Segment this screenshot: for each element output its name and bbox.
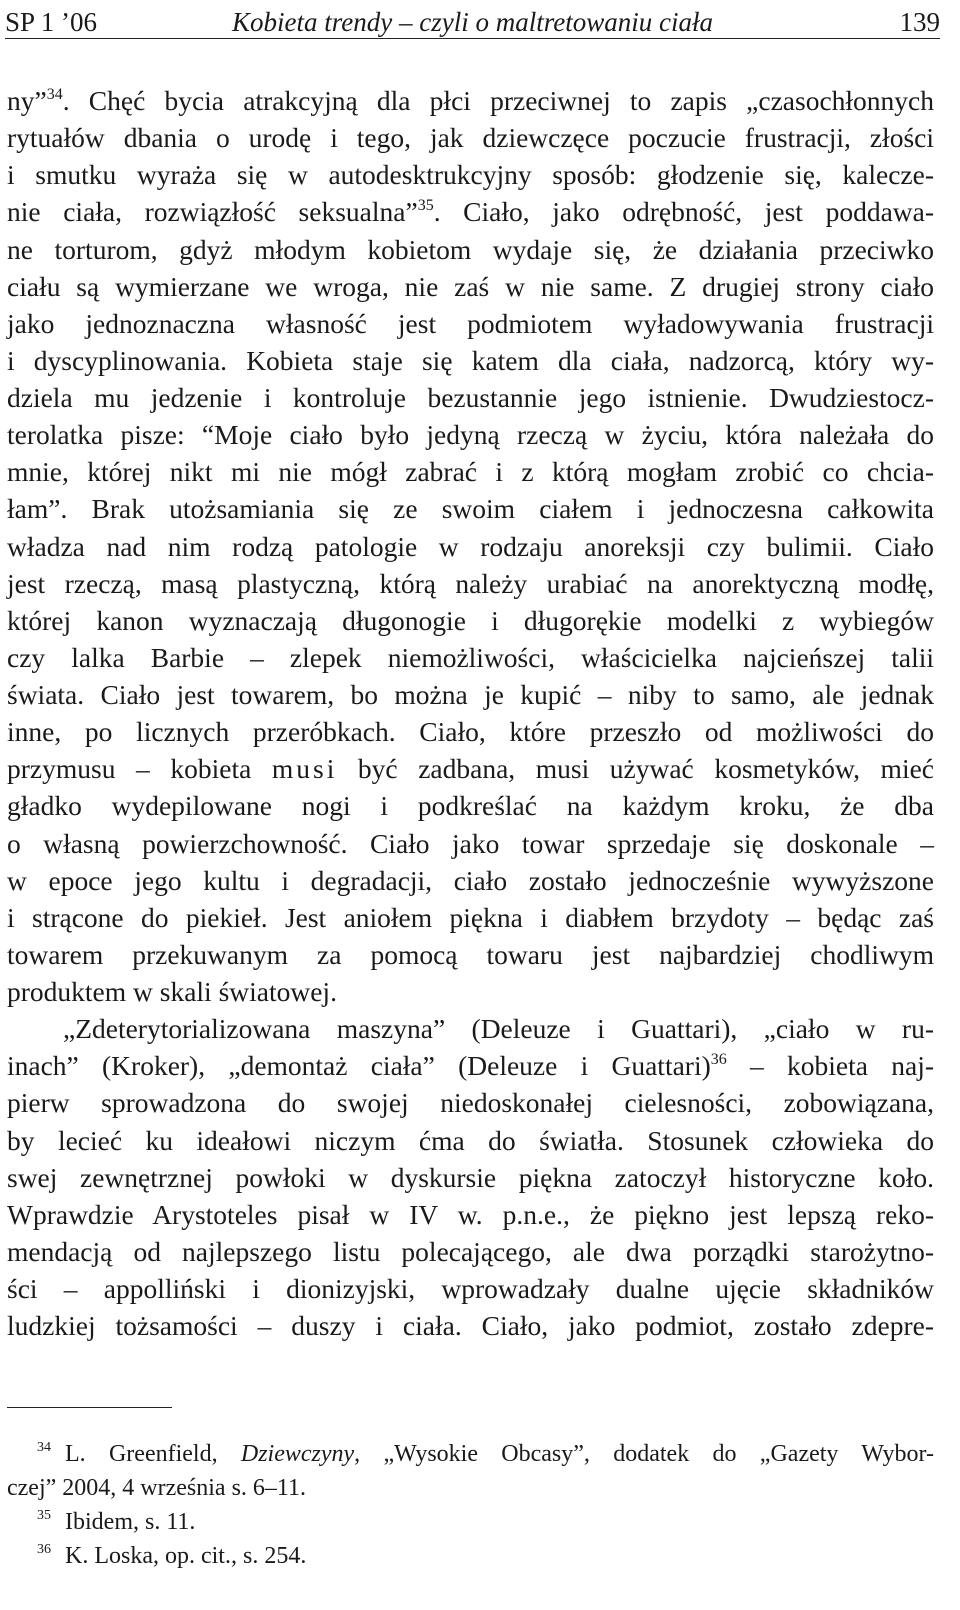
footnote-35: $^{35}$ Ibidem, s. 11. [37,1508,196,1535]
text-line: swej zewnętrznej powłoki w dyskursie piękna zatoczył historyczne koło. [7,1161,934,1193]
text-line: jest rzeczą, masą plastyczną, którą należy urabiać na anorektyczną modłę, [7,567,934,599]
text-line: inne, po licznych przeróbkach. Ciało, które przeszło od możliwości do [7,716,934,748]
page-header [5,4,940,40]
footnote-ref[interactable]: 35 [417,197,434,215]
text-line: terolatka pisze: “Moje ciało było jedyną rzeczą w życiu, która należała do [7,419,934,451]
header-rule [5,38,940,39]
text-line: rytuałów dbania o urodę i tego, jak dziewczęce poczucie frustracji, złości [7,122,934,154]
text-line: i strącone do piekieł. Jest aniołem piękna i diabłem brzydoty – będąc zaś [7,901,934,933]
footnote-number: 36 [37,1542,51,1557]
text-line: inach” (Kroker), „demontaż ciała” (Deleuze i Guattari)$^{36}$ – kobieta naj- [7,1050,934,1082]
text-line: Wprawdzie Arystoteles pisał w IV w. p.n.e., że piękno jest lepszą reko- [7,1198,934,1230]
text-line: łam”. Brak utożsamiania się ze swoim ciałem i jednoczesna całkowita [7,493,934,525]
text-line: i smutku wyraża się w autodesktrukcyjny sposób: głodzenie się, kalecze- [7,159,934,191]
footnotes [7,1437,934,1573]
body-text [7,82,934,1344]
text-line: ści – appolliński i dionizyjski, wprowadzały dualne ujęcie składników [7,1273,934,1304]
text-line: produktem w skali światowej. [7,976,337,1007]
text-line: ne torturom, gdyż młodym kobietom wydaje się, że działania przeciwko [7,233,934,265]
footnote-34: $^{34}$ L. Greenfield, Dziewczyny, „Wysokie Obcasy”, dodatek do „Gazety Wybor- [37,1440,934,1467]
footnote-ref[interactable]: 34 [46,86,63,103]
text-line: władza nad nim rodzą patologie w rodzaju anoreksji czy bulimii. Ciało [7,530,934,562]
text-line: w epoce jego kultu i degradacji, ciało zostało jednocześnie wywyższone [7,864,934,896]
text-line: pierw sprowadzona do swojej niedoskonałej cielesności, zobowiązana, [7,1087,934,1119]
text-line: by lecieć ku ideałowi niczym ćma do światła. Stosunek człowieka do [7,1124,934,1156]
text-line: i dyscyplinowania. Kobieta staje się katem dla ciała, nadzorcą, który wy- [7,344,934,376]
text-line: ludzkiej tożsamości – duszy i ciała. Ciało, jako podmiot, zostało zdepre- [7,1310,934,1342]
text-line: czy lalka Barbie – zlepek niemożliwości, właścicielka najcieńszej talii [7,641,934,673]
text-line: gładko wydepilowane nogi i podkreślać na każdym kroku, że dba [7,790,934,822]
footnote-number: 34 [37,1440,51,1455]
cited-title: Dziewczyny [240,1441,355,1467]
journal-issue: SP 1 ’06 [5,7,98,37]
footnote-34-continued: czej” 2004, 4 września s. 6–11. [7,1475,307,1501]
footnote-ref[interactable]: 36 [710,1051,727,1069]
text-line: jako jednoznaczna własność jest podmiotem wyładowywania frustracji [7,307,934,339]
text-line: „Zdeterytorializowana maszyna” (Deleuze i Guattari), „ciało w ru- [63,1013,934,1045]
text-line: dziela mu jedzenie i kontroluje bezustannie jego istnienie. Dwudziestocz- [7,382,934,413]
text-line: której kanon wyznaczają długonogie i długorękie modelki z wybiegów [7,604,934,636]
text-line: o własną powierzchowność. Ciało jako towar sprzedaje się doskonale – [7,827,934,859]
text-line: mendacją od najlepszego listu polecającego, ale dwa porządki starożytno- [7,1235,934,1267]
running-title: Kobieta trendy – czyli o maltretowaniu ciała [232,7,713,37]
text-line: towarem przekuwanym za pomocą towaru jest najbardziej chodliwym [7,938,934,970]
footnote-separator [7,1407,172,1408]
footnote-36: $^{36}$ K. Loska, op. cit., s. 254. [37,1542,307,1569]
text-line: ciału są wymierzane we wroga, nie zaś w nie same. Z drugiej strony ciało [7,270,934,302]
text-line: świata. Ciało jest towarem, bo można je kupić – niby to samo, ale jednak [7,679,934,710]
text-line: ny”$^{34}$. Chęć bycia atrakcyjną dla płci przeciwnej to zapis „czasochłonnych [7,85,934,116]
text-line: przymusu – kobieta musi być zadbana, musi używać kosmetyków, mieć [7,753,934,785]
text-line: nie ciała, rozwiązłość seksualna”$^{35}$. Ciało, jako odrębność, jest poddawa- [7,196,934,228]
page-number: 139 [899,7,940,37]
footnote-number: 35 [37,1508,51,1523]
emphasis-spaced: musi [271,753,338,785]
text-line: mnie, której nikt mi nie mógł zabrać i z którą mogłam zrobić co chcia- [7,456,934,488]
